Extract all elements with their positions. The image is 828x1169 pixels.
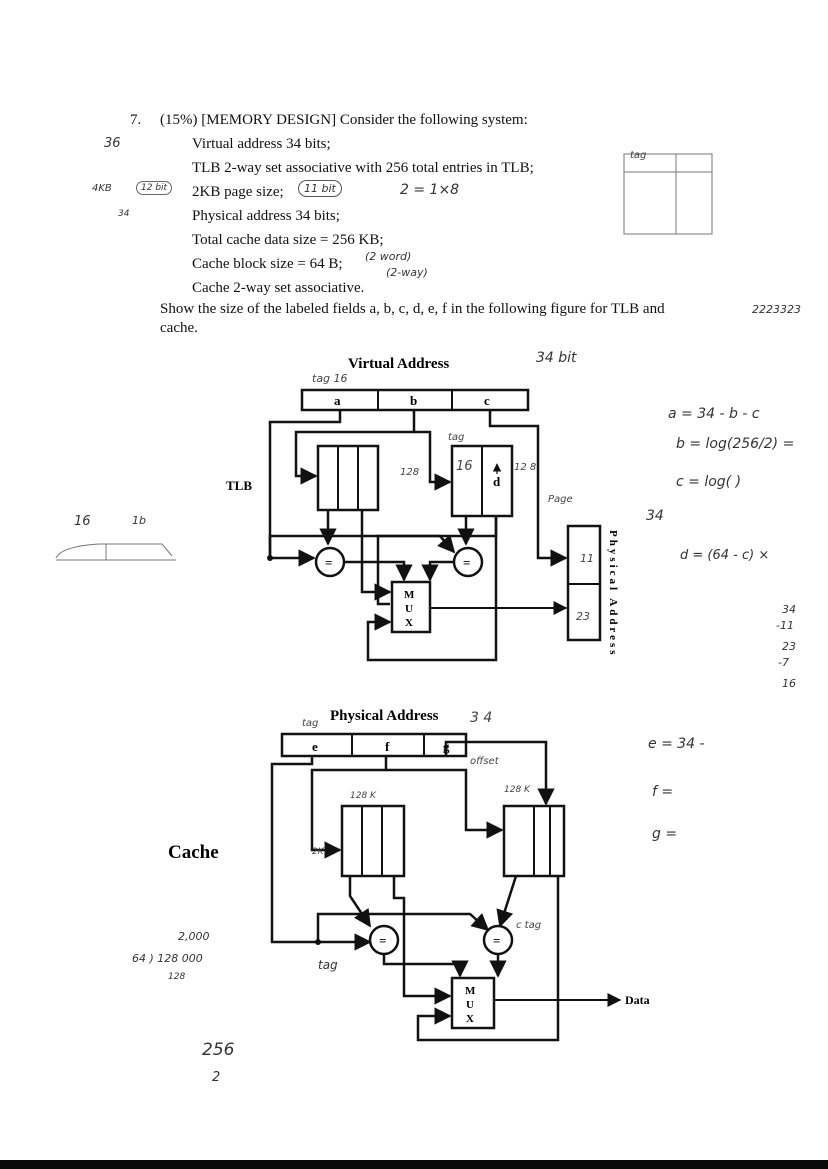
tlb-diagram bbox=[200, 340, 650, 670]
field-g: g bbox=[443, 739, 450, 754]
handwritten-margin-4kb: 4KB bbox=[92, 183, 112, 194]
handwritten-2word: (2 word) bbox=[365, 250, 412, 263]
comparator-1-symbol: = bbox=[325, 555, 333, 570]
handwritten-calc-34: 34 bbox=[782, 603, 796, 616]
handwritten-tag-low: tag bbox=[318, 958, 338, 972]
spec-page-size: 2KB page size; bbox=[192, 184, 284, 200]
handwritten-calc-11: -11 bbox=[776, 619, 794, 632]
handwritten-11bit: 11 bit bbox=[298, 180, 342, 197]
handwritten-a-formula: a = 34 - b - c bbox=[668, 406, 760, 422]
handwritten-calc-16: 16 bbox=[782, 677, 796, 690]
instruction-line-2: cache. bbox=[160, 320, 198, 336]
handwritten-offset: offset bbox=[470, 756, 499, 767]
spec-cache-size: Total cache data size = 256 KB; bbox=[192, 232, 384, 248]
handwritten-division: 64 ) 128 000 bbox=[132, 952, 203, 965]
tlb-label: TLB bbox=[226, 478, 253, 493]
handwritten-256: 256 bbox=[202, 1040, 235, 1060]
handwritten-34bit: 34 bit bbox=[536, 350, 577, 366]
handwritten-128: 128 bbox=[400, 467, 420, 478]
handwritten-calc-23: 23 bbox=[782, 640, 796, 653]
handwritten-34-right: 34 bbox=[646, 508, 664, 524]
spec-tlb: TLB 2-way set associative with 256 total entries in TLB; bbox=[192, 160, 534, 176]
handwritten-128b: 12 8 bbox=[514, 462, 537, 473]
handwritten-margin-36: 36 bbox=[104, 136, 121, 151]
handwritten-g-formula: g = bbox=[652, 826, 678, 842]
physical-address-title: Physical Address bbox=[330, 708, 439, 724]
handwritten-d-formula: d = (64 - c) × bbox=[680, 548, 770, 563]
handwritten-tag16: tag 16 bbox=[312, 372, 348, 385]
cache-comparator-2-symbol: = bbox=[493, 933, 501, 948]
handwritten-2: 2 bbox=[212, 1070, 221, 1085]
margin-sketch bbox=[52, 530, 182, 566]
virtual-address-title: Virtual Address bbox=[348, 356, 450, 372]
instruction-line-1: Show the size of the labeled fields a, b, c, d, e, f in the following figure for TLB and bbox=[160, 301, 665, 317]
handwritten-1b-left: 1b bbox=[132, 514, 146, 527]
handwritten-2k: 2K bbox=[312, 847, 324, 857]
handwritten-2000: 2,000 bbox=[178, 930, 210, 943]
handwritten-margin-12bit: 12 bit bbox=[136, 181, 172, 195]
handwritten-tag-mid: tag bbox=[448, 432, 465, 443]
tlb-mux-x: X bbox=[405, 617, 413, 629]
handwritten-tag-cache: tag bbox=[302, 718, 319, 729]
spec-cache-assoc: Cache 2-way set associative. bbox=[192, 280, 365, 296]
cache-mux-u: U bbox=[466, 999, 474, 1011]
handwritten-c-formula: c = log( ) bbox=[676, 474, 742, 490]
spec-physical-address: Physical address 34 bits; bbox=[192, 208, 340, 224]
data-output-label: Data bbox=[625, 993, 650, 1007]
question-number: 7. bbox=[130, 112, 142, 128]
handwritten-128: 128 bbox=[168, 972, 186, 982]
handwritten-margin-34: 34 bbox=[118, 209, 130, 219]
cache-mux-x: X bbox=[466, 1013, 474, 1025]
tlb-mux-u: U bbox=[405, 603, 413, 615]
cache-mux-m: M bbox=[465, 985, 476, 997]
pa-lower-note: 23 bbox=[576, 610, 590, 623]
handwritten-page: Page bbox=[548, 494, 573, 505]
handwritten-pa34: 3 4 bbox=[470, 710, 493, 726]
field-f: f bbox=[385, 739, 390, 754]
cache-comparator-1-symbol: = bbox=[379, 933, 387, 948]
handwritten-b-formula: b = log(256/2) = bbox=[676, 436, 795, 452]
field-e: e bbox=[312, 739, 318, 754]
pa-upper-note: 11 bbox=[580, 552, 594, 565]
spec-virtual-address: Virtual address 34 bits; bbox=[192, 136, 331, 152]
tag-box-sketch bbox=[620, 146, 720, 246]
handwritten-2way: (2-way) bbox=[386, 266, 428, 279]
field-d: d bbox=[493, 474, 501, 489]
handwritten-16-tlb: 16 bbox=[456, 459, 473, 474]
handwritten-ctag: c tag bbox=[516, 920, 542, 931]
cache-diagram bbox=[160, 700, 660, 1060]
cache-label: Cache bbox=[168, 842, 219, 863]
spec-block-size: Cache block size = 64 B; bbox=[192, 256, 343, 272]
handwritten-calc-7: -7 bbox=[778, 656, 789, 669]
handwritten-128k-a: 128 K bbox=[350, 791, 376, 801]
physical-address-vertical: Physical Address bbox=[607, 530, 619, 658]
handwritten-tag-box-label: tag bbox=[630, 150, 647, 161]
tlb-mux-m: M bbox=[404, 589, 415, 601]
page-bottom-edge bbox=[0, 1160, 828, 1169]
question-header: (15%) [MEMORY DESIGN] Consider the following system: bbox=[160, 112, 528, 128]
handwritten-128k-b: 128 K bbox=[504, 785, 530, 795]
field-b: b bbox=[410, 393, 418, 408]
handwritten-2223: 2223323 bbox=[752, 303, 801, 316]
handwritten-1x8: 2 = 1×8 bbox=[400, 182, 460, 198]
field-a: a bbox=[334, 393, 341, 408]
handwritten-16-left: 16 bbox=[74, 514, 91, 529]
field-c: c bbox=[484, 393, 490, 408]
comparator-2-symbol: = bbox=[463, 555, 471, 570]
handwritten-e-formula: e = 34 - bbox=[648, 736, 705, 752]
handwritten-f-formula: f = bbox=[652, 784, 674, 800]
